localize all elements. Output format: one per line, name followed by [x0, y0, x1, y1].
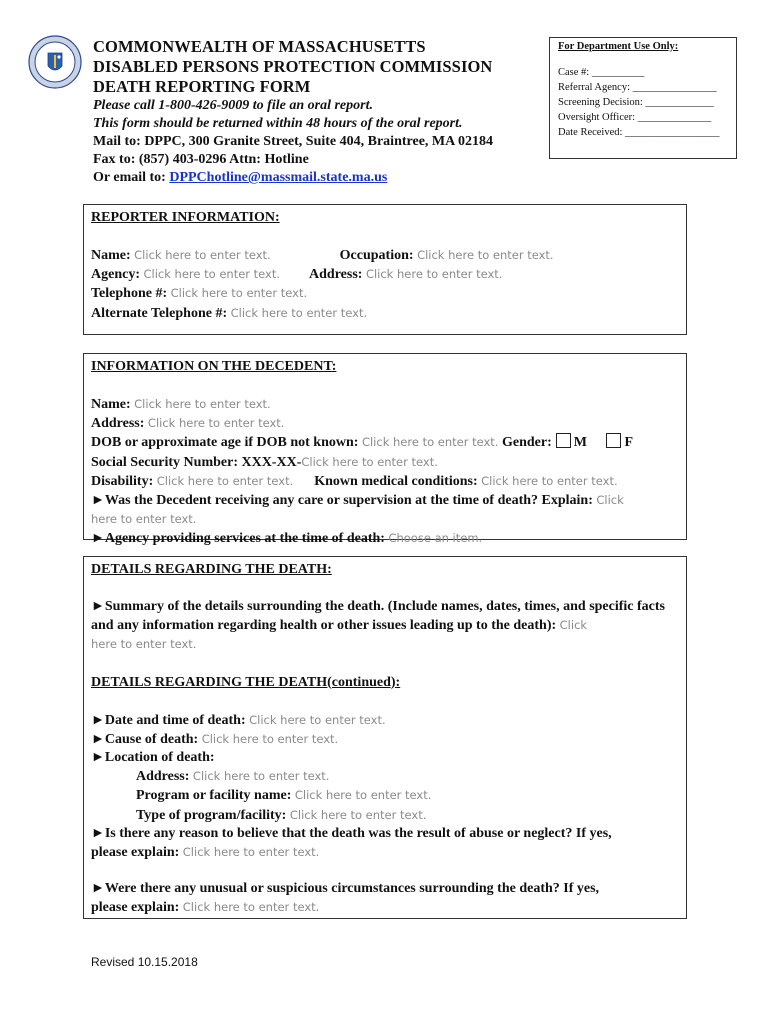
program-type-row — [91, 806, 679, 825]
reporter-name-row — [91, 246, 679, 265]
header-commission: DISABLED PERSONS PROTECTION COMMISSION — [93, 57, 493, 76]
screening-decision-field: Screening Decision: _____________ — [558, 97, 714, 108]
oversight-officer-field: Oversight Officer: ______________ — [558, 112, 712, 123]
reporter-address-input[interactable]: Click here to enter text. — [365, 267, 503, 282]
location-address-label: Address: — [136, 769, 190, 785]
decedent-dob-label: DOB or approximate age if DOB not known: — [91, 435, 359, 451]
program-name-row — [91, 786, 679, 805]
program-type-input[interactable]: Click here to enter text. — [289, 807, 427, 822]
reporter-alt-telephone-row — [91, 304, 679, 323]
abuse-explain-label: please explain: — [91, 845, 180, 861]
massachusetts-seal-icon — [28, 35, 82, 89]
known-conditions-label: Known medical conditions: — [314, 473, 478, 489]
decedent-name-label: Name: — [91, 397, 131, 412]
decedent-name-input[interactable]: Click here to enter text. — [134, 397, 271, 411]
decedent-address-label: Address: — [91, 416, 145, 432]
abuse-question-label: ►Is there any reason to believe that the death was the result of abuse or neglect? If yes, — [91, 825, 612, 841]
decedent-address-input[interactable]: Click here to enter text. — [147, 416, 285, 431]
date-time-label: ►Date and time of death: — [91, 712, 246, 728]
care-supervision-input-start[interactable]: Click — [596, 493, 624, 508]
decedent-ssn-row — [91, 453, 679, 472]
reporter-occupation-input[interactable]: Click here to enter text. — [417, 248, 554, 262]
reporter-telephone-row — [91, 284, 679, 303]
reporter-agency-row — [91, 265, 679, 284]
reporter-telephone-label: Telephone #: — [91, 286, 168, 302]
gender-female-checkbox[interactable] — [606, 433, 621, 448]
unusual-explain-row — [91, 898, 679, 917]
call-instruction: Please call 1-800-426-9009 to file an oral report. — [93, 98, 373, 113]
care-supervision-row-cont — [91, 510, 679, 529]
agency-providing-label: ►Agency providing services at the time of death: — [91, 531, 385, 547]
agency-providing-dropdown[interactable]: Choose an item. — [388, 531, 483, 546]
gender-male-label: M — [573, 435, 587, 451]
reporter-section-title: REPORTER INFORMATION: — [91, 210, 280, 225]
death-details-section — [83, 556, 687, 919]
summary-row-cont — [91, 635, 679, 654]
reporter-address-label: Address: — [309, 267, 363, 283]
cause-row — [91, 730, 679, 749]
email-line — [93, 169, 543, 187]
form-title: DEATH REPORTING FORM — [93, 77, 311, 96]
unusual-question-label: ►Were there any unusual or suspicious circumstances surrounding the death? If yes, — [91, 881, 600, 897]
unusual-explain-label: please explain: — [91, 900, 180, 916]
gender-label: Gender: — [501, 435, 552, 451]
summary-row — [91, 598, 679, 635]
decedent-address-row — [91, 414, 679, 433]
mail-address: Mail to: DPPC, 300 Granite Street, Suite 404, Braintree, MA 02184 — [93, 134, 493, 149]
reporter-alt-telephone-input[interactable]: Click here to enter text. — [230, 305, 368, 320]
decedent-disability-input[interactable]: Click here to enter text. — [156, 473, 294, 488]
referral-agency-field: Referral Agency: ________________ — [558, 82, 717, 93]
summary-label: ►Summary of the details surrounding the death. (Include names, dates, times, and specific facts and any information regarding health or other issues leading up to the death): — [91, 599, 665, 634]
summary-input-start[interactable]: Click — [559, 618, 588, 633]
program-type-label: Type of program/facility: — [136, 807, 287, 823]
abuse-explain-input[interactable]: Click here to enter text. — [182, 845, 320, 860]
abuse-question-row — [91, 825, 679, 843]
header-commonwealth: COMMONWEALTH OF MASSACHUSETTS — [93, 37, 426, 56]
reporter-agency-input[interactable]: Click here to enter text. — [143, 267, 281, 282]
date-time-row — [91, 711, 679, 730]
decedent-dob-input[interactable]: Click here to enter text. — [361, 435, 499, 450]
decedent-name-row — [91, 395, 679, 414]
reporter-alt-telephone-label: Alternate Telephone #: — [91, 305, 228, 321]
decedent-ssn-input[interactable]: Click here to enter text. — [301, 454, 438, 469]
location-address-input[interactable]: Click here to enter text. — [192, 769, 330, 784]
program-name-label: Program or facility name: — [136, 788, 292, 804]
location-label: ►Location of death: — [91, 750, 215, 766]
department-use-box — [549, 37, 737, 159]
reporter-occupation-label: Occupation: — [339, 248, 414, 263]
date-time-input[interactable]: Click here to enter text. — [249, 712, 386, 727]
gender-female-label: F — [624, 435, 634, 451]
reporter-information-section — [83, 204, 687, 335]
reporter-name-input[interactable]: Click here to enter text. — [134, 248, 271, 262]
abuse-explain-row — [91, 843, 679, 862]
location-row — [91, 749, 679, 767]
email-link[interactable]: DPPChotline@massmail.state.ma.us — [169, 170, 388, 185]
revision-date: Revised 10.15.2018 — [91, 955, 198, 969]
unusual-explain-input[interactable]: Click here to enter text. — [182, 900, 320, 915]
death-details-title: DETAILS REGARDING THE DEATH: — [91, 562, 332, 577]
reporter-telephone-input[interactable]: Click here to enter text. — [170, 286, 308, 301]
program-name-input[interactable]: Click here to enter text. — [294, 788, 432, 803]
care-supervision-label: ►Was the Decedent receiving any care or supervision at the time of death? Explain: — [91, 493, 593, 509]
form-header — [93, 37, 543, 187]
agency-providing-row — [91, 529, 679, 548]
email-prefix: Or email to: — [93, 170, 170, 185]
decedent-disability-label: Disability: — [91, 473, 154, 489]
cause-label: ►Cause of death: — [91, 731, 199, 747]
care-supervision-input-end[interactable]: here to enter text. — [91, 512, 197, 527]
decedent-disability-row — [91, 472, 679, 491]
reporter-agency-label: Agency: — [91, 267, 140, 283]
reporter-name-label: Name: — [91, 248, 131, 263]
known-conditions-input[interactable]: Click here to enter text. — [481, 473, 618, 488]
summary-input-end[interactable]: here to enter text. — [91, 637, 197, 652]
cause-input[interactable]: Click here to enter text. — [201, 731, 339, 746]
care-supervision-row — [91, 491, 679, 510]
unusual-question-row — [91, 880, 679, 898]
death-details-continued-title: DETAILS REGARDING THE DEATH(continued): — [91, 674, 401, 690]
decedent-ssn-label: Social Security Number: XXX-XX- — [91, 454, 302, 470]
gender-male-checkbox[interactable] — [556, 433, 571, 448]
decedent-information-section — [83, 353, 687, 547]
return-instruction: This form should be returned within 48 hours of the oral report. — [93, 116, 463, 131]
department-use-title: For Department Use Only: — [558, 41, 679, 52]
case-number-field: Case #: __________ — [558, 67, 645, 78]
decedent-dob-row — [91, 433, 679, 452]
date-received-field: Date Received: __________________ — [558, 127, 720, 138]
decedent-section-title: INFORMATION ON THE DECEDENT: — [91, 359, 337, 374]
fax-number: Fax to: (857) 403-0296 Attn: Hotline — [93, 152, 309, 167]
location-address-row — [91, 767, 679, 786]
